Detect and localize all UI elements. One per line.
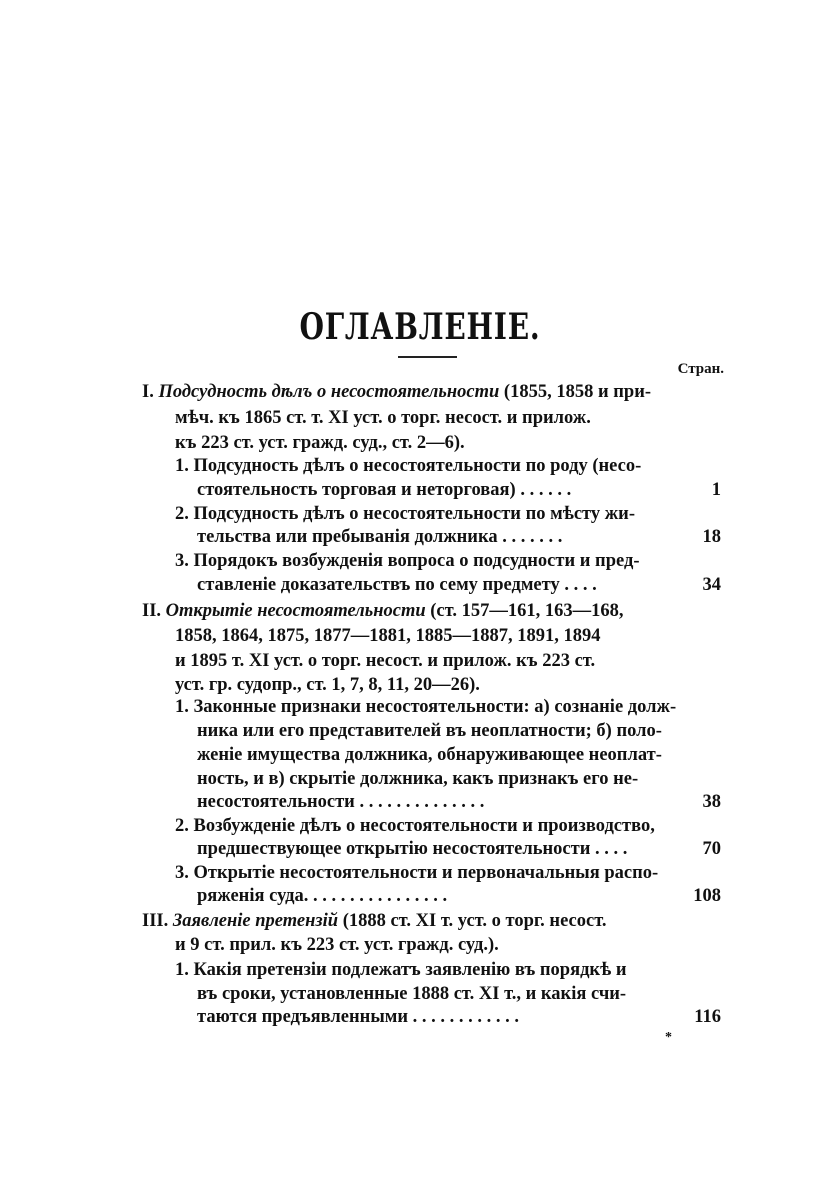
toc-entry-line: ряженія суда. . . . . . . . . . . . . . . . [197,886,448,906]
toc-entry-line: ника или его представителей въ неоплатности; б) поло- [197,721,662,741]
toc-entry-line: ставленіе доказательствъ по сему предмету . . . . [197,575,597,595]
leader-dots: . . . . . . . . . . . . . . . [313,886,448,906]
section-refs: (1888 ст. XI т. уст. о торг. несост. [338,911,607,931]
toc-entry-line: 1. Подсудность дѣлъ о несостоятельности по роду (несо- [175,456,642,476]
leader-dots: . . . . . . . [502,527,563,547]
section-title: Заявленіе претензій [172,911,339,931]
leader-dots: . . . . . . . . . . . . [412,1007,520,1027]
toc-entry-line: стоятельность торговая и неторговая) . . . . . . [197,480,572,500]
section-heading-line: 1858, 1864, 1875, 1877—1881, 1885—1887, 1891, 1894 [175,626,601,646]
section-title: Подсудность дѣлъ о несостоятельности [158,382,500,402]
toc-entry-line: ность, и в) скрытіе должника, какъ признакъ его не- [197,769,639,789]
page-number: 116 [694,1007,721,1027]
leader-dots: . . . . [595,839,628,859]
toc-entry-line: таются предъявленными . . . . . . . . . . . . [197,1007,520,1027]
page-column-header: Стран. [677,361,724,377]
section-refs: (1855, 1858 и при- [499,382,652,402]
title-rule [398,356,457,358]
toc-entry-line: тельства или пребыванія должника . . . . . . . [197,527,563,547]
toc-entry-line: 3. Открытіе несостоятельности и первоначальныя распо- [175,863,659,883]
page-title: ОГЛАВЛЕНІЕ. [299,306,541,348]
page-number: 70 [702,839,721,859]
section-title: Открытіе несостоятельности [165,601,426,621]
page-number: 108 [693,886,721,906]
page-number: 18 [702,527,721,547]
section-heading [142,379,651,405]
section-heading-line: мѣч. къ 1865 ст. т. XI уст. о торг. несост. и прилож. [175,408,591,428]
section-heading-line: уст. гр. судопр., ст. 1, 7, 8, 11, 20—26). [175,675,480,695]
leader-dots: . . . . [564,575,597,595]
toc-entry-line: 2. Подсудность дѣлъ о несостоятельности по мѣсту жи- [175,504,635,524]
section-heading [142,908,607,934]
toc-entry-line: предшествующее открытію несостоятельности . . . . [197,839,628,859]
leader-dots: . . . . . . . . . . . . . . [359,792,485,812]
page-number: 1 [711,480,721,500]
section-heading-line: и 9 ст. прил. къ 223 ст. уст. гражд. суд.). [175,935,499,955]
toc-entry-line: несостоятельности . . . . . . . . . . . . . . [197,792,485,812]
section-numeral: III. [142,911,169,931]
section-numeral: II. [142,601,162,621]
section-refs: (ст. 157—161, 163—168, [425,601,624,621]
section-heading [142,598,623,624]
toc-entry-line: въ сроки, установленные 1888 ст. XI т., и какія счи- [197,984,627,1004]
toc-entry-line: 1. Какія претензіи подлежатъ заявленію въ порядкѣ и [175,960,627,980]
page-number: 38 [702,792,721,812]
section-heading-line: и 1895 т. XI уст. о торг. несост. и прилож. къ 223 ст. [175,651,596,671]
section-heading-line: къ 223 ст. уст. гражд. суд., ст. 2—6). [175,433,465,453]
section-numeral: I. [142,382,154,402]
toc-entry-line: 1. Законные признаки несостоятельности: а) сознаніе долж- [175,697,677,717]
printer-mark: * [665,1030,672,1045]
leader-dots: . . . . . . [520,480,572,500]
toc-entry-line: женіе имущества должника, обнаруживающее неоплат- [197,745,662,765]
toc-entry-line: 3. Порядокъ возбужденія вопроса о подсудности и пред- [175,551,640,571]
toc-entry-line: 2. Возбужденіе дѣлъ о несостоятельности и производство, [175,816,655,836]
page-number: 34 [702,575,721,595]
